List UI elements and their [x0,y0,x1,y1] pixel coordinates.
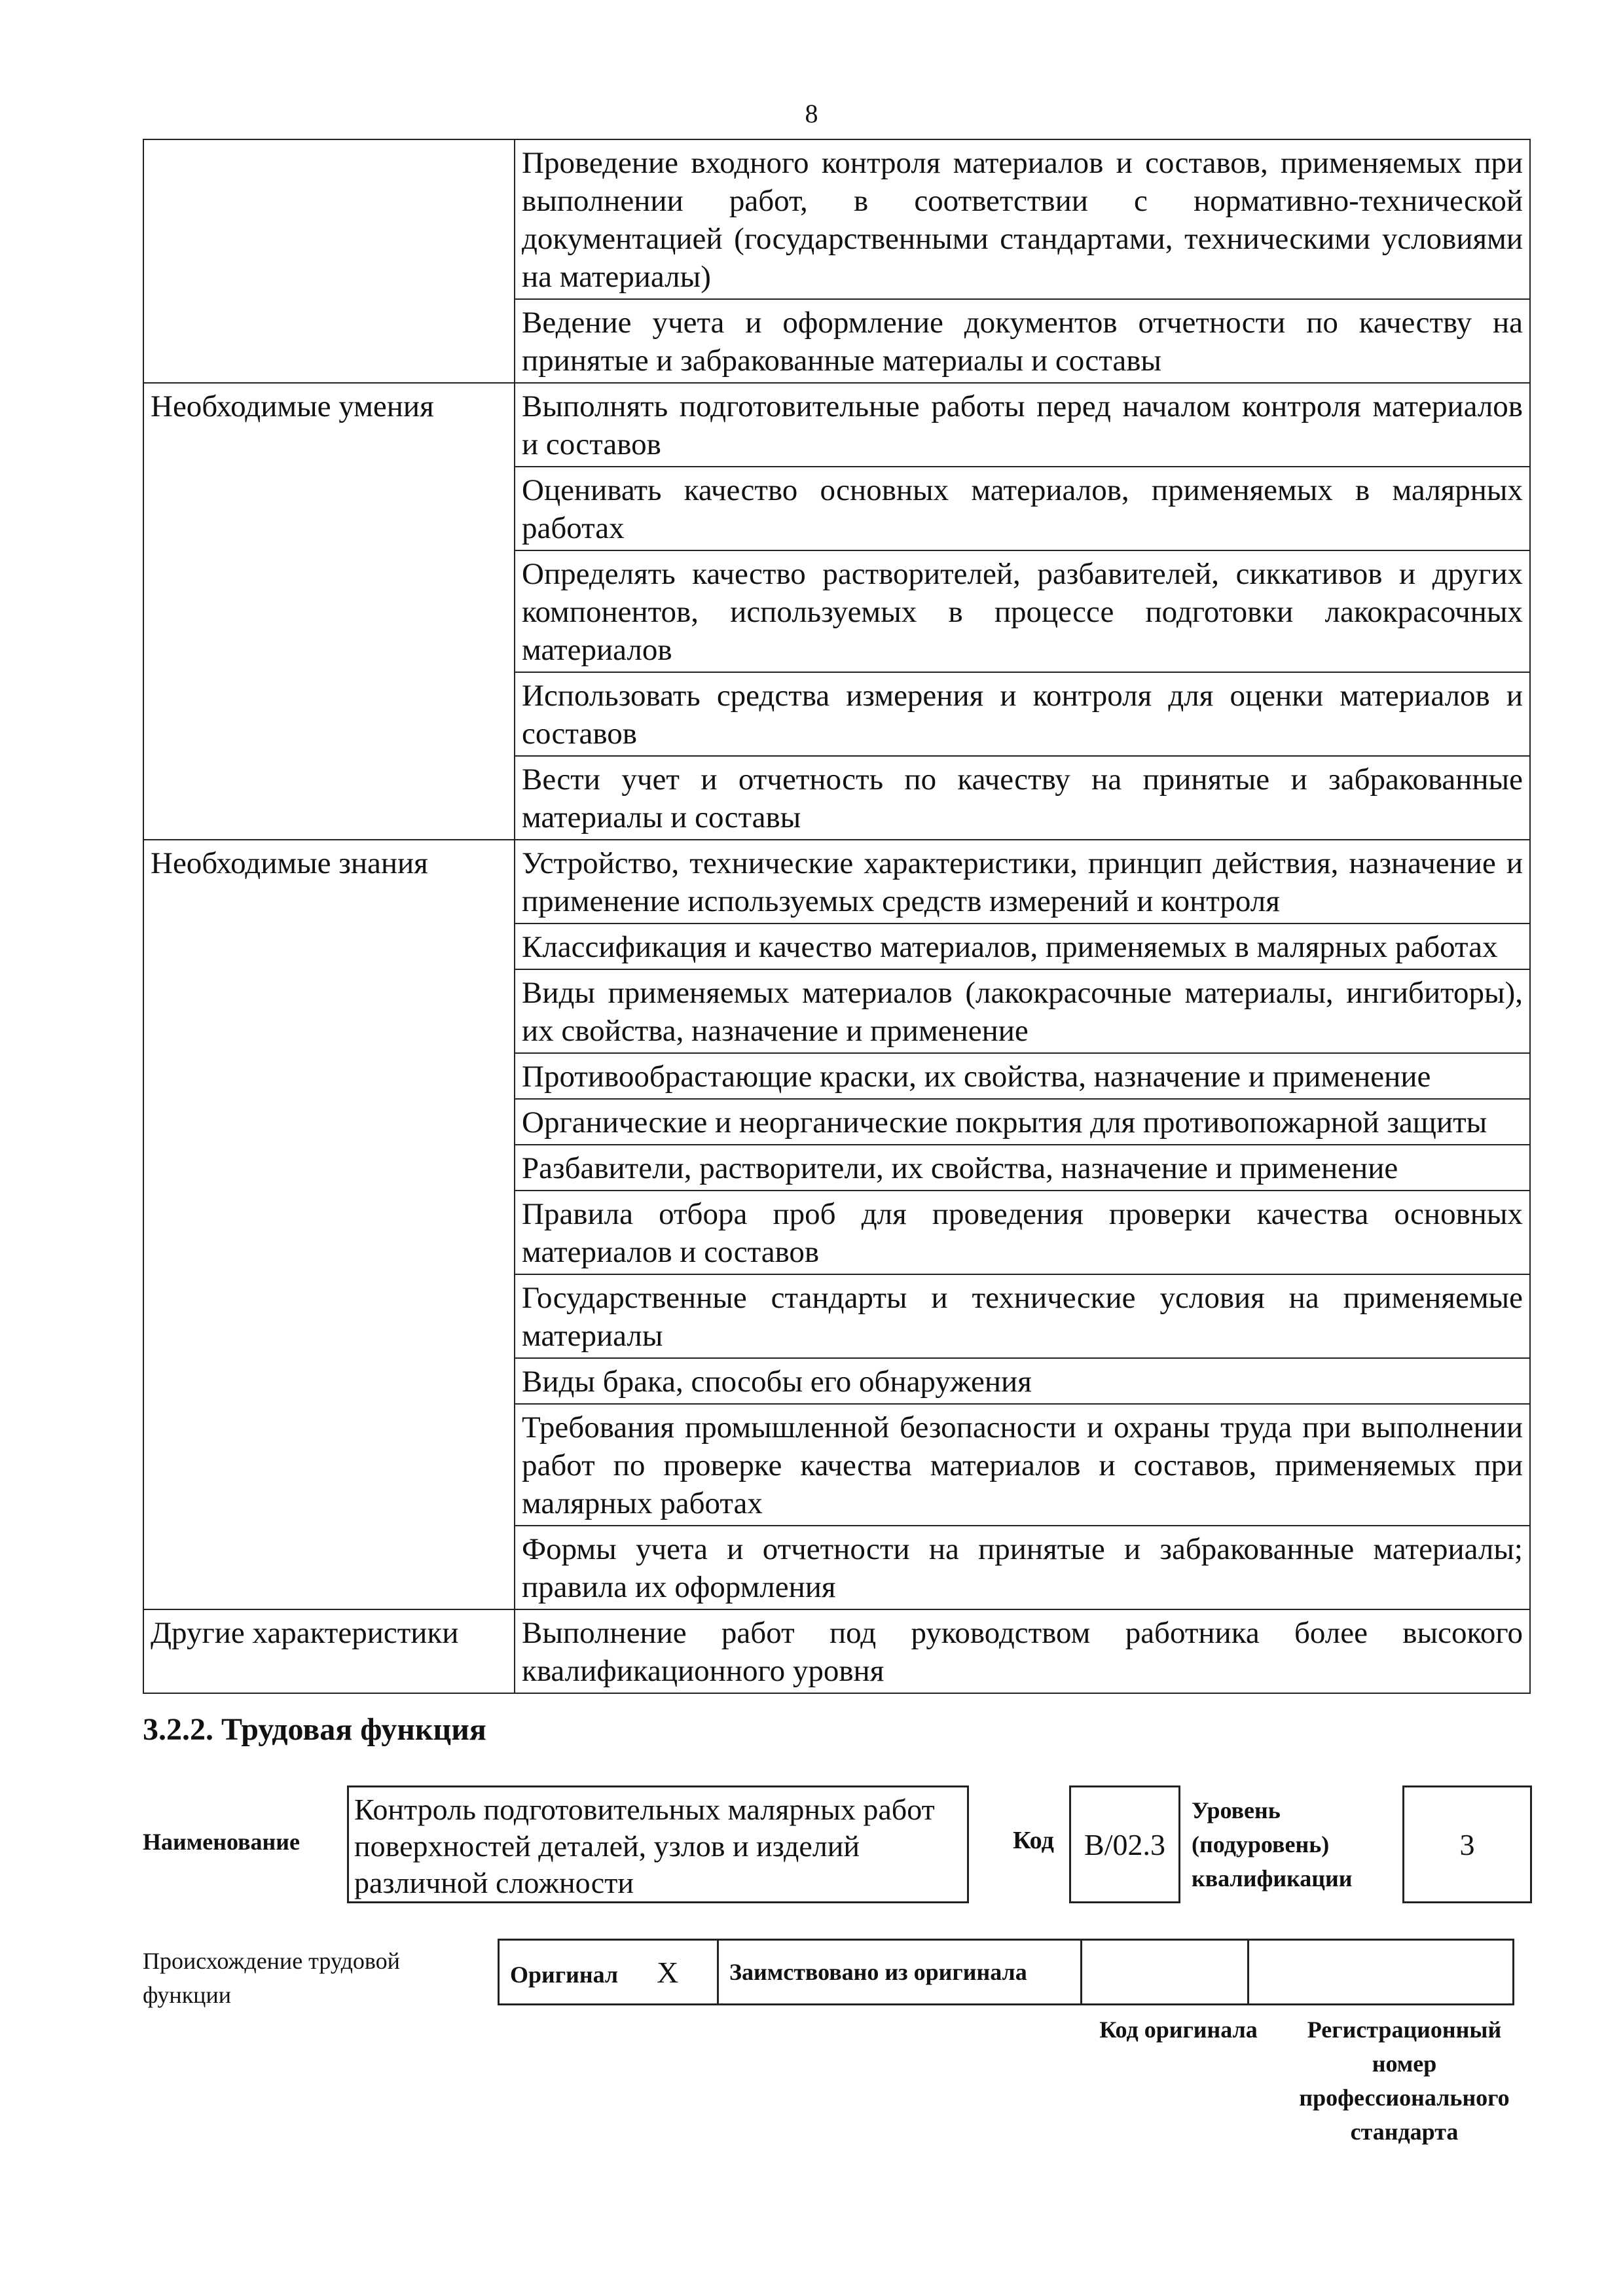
row-item: Органические и неорганические покрытия для противопожарной защиты [515,1099,1530,1145]
row-item: Виды применяемых материалов (лакокрасочные материалы, ингибиторы), их свойства, назначение и применение [515,969,1530,1053]
row-item: Разбавители, растворители, их свойства, назначение и применение [515,1145,1530,1191]
code-label: Код [1013,1827,1054,1854]
row-item: Выполнение работ под руководством работника более высокого квалификационного уровня [515,1609,1530,1693]
skills-table [143,139,1531,1694]
origin-reg-cell [1249,1940,1514,2005]
row-item: Использовать средства измерения и контроля для оценки материалов и составов [515,672,1530,756]
origin-code-cell [1082,1940,1249,2005]
table-row [143,840,1530,924]
row-item: Противообрастающие краски, их свойства, назначение и применение [515,1053,1530,1099]
table-row [143,383,1530,467]
origin-original-label: Оригинал [510,1961,619,1988]
caption-code: Код оригинала [1099,2017,1258,2043]
origin-table [498,1939,1514,2005]
row-item: Оценивать качество основных материалов, применяемых в малярных работах [515,467,1530,550]
table-row [143,1609,1530,1693]
qualification-level-box: 3 [1402,1785,1532,1903]
origin-mark: X [657,1955,679,1989]
origin-original-cell [499,1940,718,2005]
level-label: Уровень (подуровень) квалификации [1192,1797,1353,1892]
table-row [143,139,1530,299]
section-title: 3.2.2. Трудовая функция [143,1712,486,1747]
row-item: Правила отбора проб для проведения проверки качества основных материалов и составов [515,1191,1530,1274]
row-item: Государственные стандарты и технические условия на применяемые материалы [515,1274,1530,1358]
row-item: Проведение входного контроля материалов и составов, применяемых при выполнении работ, в соответствии с нормативно-технической документацией (государственными стандартами, техническими условиями на материалы) [515,139,1530,299]
row-item: Вести учет и отчетность по качеству на принятые и забракованные материалы и составы [515,756,1530,840]
row-item: Классификация и качество материалов, применяемых в малярных работах [515,924,1530,969]
page-number: 8 [805,99,818,128]
row-label: Другие характеристики [143,1609,515,1693]
caption-reg: Регистрационный номер профессионального стандарта [1299,2017,1510,2145]
row-item: Формы учета и отчетности на принятые и забракованные материалы; правила их оформления [515,1526,1530,1609]
row-item: Выполнять подготовительные работы перед началом контроля материалов и составов [515,383,1530,467]
row-label: Необходимые умения [143,383,515,840]
row-item: Виды брака, способы его обнаружения [515,1358,1530,1404]
row-label [143,139,515,383]
origin-borrowed-label: Заимствовано из оригинала [729,1959,1027,1985]
row-item: Требования промышленной безопасности и охраны труда при выполнении работ по проверке качества материалов и составов, применяемых при малярных работах [515,1404,1530,1526]
origin-borrowed-cell [718,1940,1082,2005]
row-item: Определять качество растворителей, разбавителей, сиккативов и других компонентов, используемых в процессе подготовки лакокрасочных материалов [515,550,1530,672]
origin-label: Происхождение трудовой функции [143,1948,400,2008]
row-item: Устройство, технические характеристики, принцип действия, назначение и применение используемых средств измерений и контроля [515,840,1530,924]
function-name-box: Контроль подготовительных малярных работ поверхностей деталей, узлов и изделий различной сложности [347,1785,969,1903]
row-item: Ведение учета и оформление документов отчетности по качеству на принятые и забракованные материалы и составы [515,299,1530,383]
row-label: Необходимые знания [143,840,515,1609]
function-code-box: B/02.3 [1069,1785,1180,1903]
name-label: Наименование [143,1829,300,1855]
